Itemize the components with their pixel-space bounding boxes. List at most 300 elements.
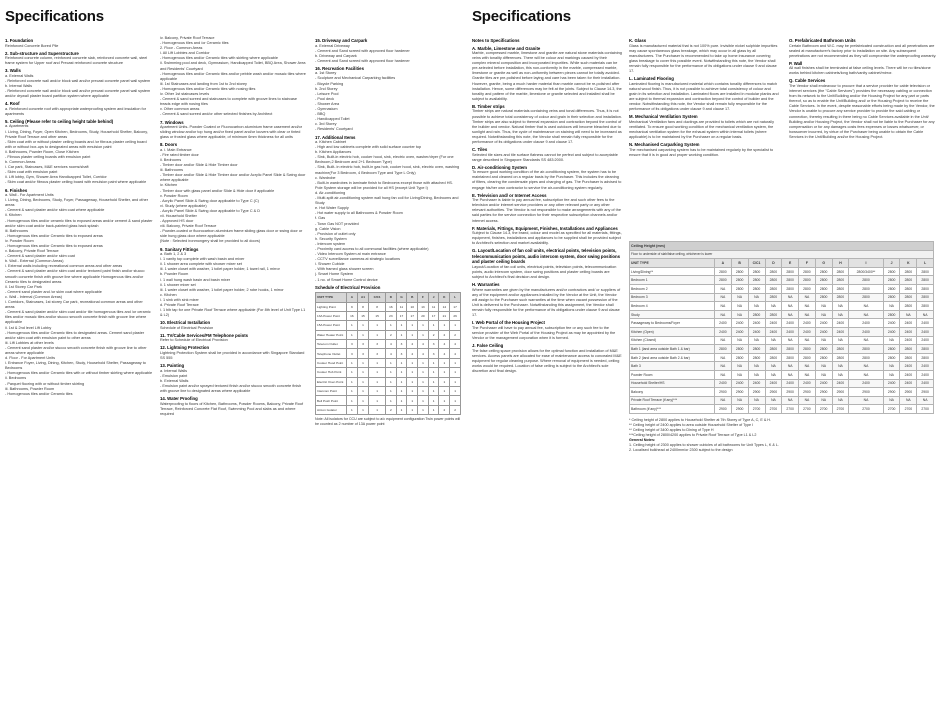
section-line: - Homogenous tiles and /or Ceramic tiles	[160, 41, 229, 46]
table-row	[316, 302, 461, 311]
table-cell: NA	[715, 302, 732, 311]
table-cell: NA	[731, 362, 748, 371]
table-subcaption-row	[630, 250, 934, 259]
section-line: - Homogenous tiles and/or Ceramic tiles and/or pebble wash and/or mosaic tiles where applicable	[160, 71, 306, 81]
spec-section	[160, 396, 308, 417]
section-line: ii. Kitchen	[5, 213, 22, 218]
section-line: - Town Gas NOT provided	[315, 221, 359, 226]
table-cell: 1	[428, 387, 439, 396]
section-line: - Handicapped Toilet	[315, 117, 350, 122]
table-cell: 1	[407, 358, 418, 367]
spec-section	[629, 38, 779, 74]
table-cell: 2800	[799, 284, 816, 293]
table-cell: 2800	[832, 345, 849, 354]
electrical-schedule-table	[315, 292, 461, 415]
table-cell: 1	[347, 368, 358, 377]
table-row	[630, 276, 934, 285]
table-cell: Private Roof Terrace (if any)***	[630, 396, 715, 405]
table-cell: NA	[832, 370, 849, 379]
section-line: i. 1 vanity top complete with wash basin and mixer	[160, 257, 245, 262]
table-cell: 2800	[765, 293, 782, 302]
spec-section	[160, 142, 308, 244]
table-cell: 2400	[815, 319, 832, 328]
table-cell: NA	[799, 310, 816, 319]
table-cell: 2800	[883, 293, 900, 302]
section-heading: E. Television and/ or Internet Access	[472, 192, 547, 198]
section-line: - Acrylic Panel Slide & Swing door applicable to Type C (C)	[160, 198, 259, 203]
table-cell: 2800	[815, 293, 832, 302]
table-cell: 2800	[765, 267, 782, 276]
table-cell: Bath 3	[630, 362, 715, 371]
table-cell: 1	[450, 377, 461, 386]
table-cell: 2900	[799, 388, 816, 397]
header-cell: UNIT TYPE	[316, 293, 347, 302]
table-cell: 2800	[917, 353, 934, 362]
table-cell: 2800	[900, 345, 917, 354]
section-line: i. All Lift Lobbies and Corridor	[160, 51, 210, 56]
section-heading: 6. Finishes	[5, 187, 28, 193]
section-line: - Emulsion paint and/or sprayed textured finish and/or stucco smooth concrete finish with groove line to designated areas where applicable	[160, 383, 302, 394]
table-cell: NA	[748, 336, 765, 345]
spec-section	[5, 51, 153, 67]
section-line: v. Powder Room	[160, 193, 188, 198]
table-cell: 2900	[917, 388, 934, 397]
table-cell: 2400	[765, 379, 782, 388]
table-cell: 1	[450, 358, 461, 367]
table-cell: 1	[396, 321, 407, 330]
table-cell: 2900	[782, 388, 799, 397]
table-cell: 2800	[799, 276, 816, 285]
table-cell: 1	[407, 405, 418, 414]
table-cell: 1	[357, 368, 369, 377]
table-cell: 2400	[782, 319, 799, 328]
table-cell: Lighting Point	[316, 302, 347, 311]
table-cell: 1	[396, 358, 407, 367]
table-cell: 16	[347, 311, 358, 320]
table-cell: 1	[428, 377, 439, 386]
table-cell: Bath 2 (land area outside Bath 2 & bar)	[630, 353, 715, 362]
table-cell: NA	[782, 370, 799, 379]
table-cell: 1	[396, 377, 407, 386]
section-heading: 5. Ceiling (Please refer to ceiling height table behind)	[5, 118, 114, 124]
section-line: - Cement & sand plaster and/or skim coat where applicable	[5, 208, 105, 213]
section-heading: 15. Driveway and Carpark	[315, 38, 368, 43]
table-cell: 1	[439, 377, 450, 386]
table-cell: 3	[396, 340, 407, 349]
table-cell: 1	[369, 358, 386, 367]
page-left	[0, 0, 465, 717]
table-cell: 15	[369, 311, 386, 320]
table-cell: 2800	[765, 284, 782, 293]
section-heading: 8. Doors	[160, 142, 178, 148]
table-cell: 2400	[900, 362, 917, 371]
table-cell: 2400	[900, 336, 917, 345]
table-cell: 2700	[815, 405, 832, 414]
spec-section	[315, 38, 461, 64]
table-cell: 2800	[832, 267, 849, 276]
table-cell: 2800	[917, 345, 934, 354]
spec-section	[160, 320, 308, 331]
table-cell: NA	[849, 302, 883, 311]
section-line: - Cement & sand plaster and/or skim coat and/or tile homogenous tiles and /or ceramic tiles and/or mosaic tiles and/or stucco smooth concrete finish with groove line where applicable	[5, 310, 151, 325]
table-cell: 2800	[731, 345, 748, 354]
section-line: a. Kitchen Cabinet	[315, 140, 347, 144]
section-line: b. External Walls	[160, 378, 189, 383]
table-cell: 2	[428, 330, 439, 339]
section-line: - Skim coat with or without plaster ceiling boards and /or fibrous plaster ceiling board with or without box-ups to designated areas with emulsion paint	[5, 139, 147, 149]
table-cell: 2800	[900, 293, 917, 302]
table-cell: 2400	[883, 379, 900, 388]
table-cell: 2400	[715, 319, 732, 328]
section-line: - Homogenous tiles and/or Ceramic tiles with nosing tiles	[160, 86, 256, 91]
table-cell: 2900	[815, 388, 832, 397]
section-line: Subject to Clause 14.3, the brand, colour and model as specified for all materials, fittings, equipment, finishes, installations and appliances to be supplied shall be provided subject to Architect's selection and market availability.	[472, 231, 622, 246]
footnote: ***Ceiling height of 2800/4200 applies to Private Roof Terrace of Type L1 & L2	[629, 432, 757, 437]
table-cell: 11	[396, 302, 407, 311]
table-cell: 2800	[799, 345, 816, 354]
header-cell: E	[782, 259, 799, 268]
section-line: - Leisure Pool	[315, 91, 339, 96]
header-cell: I	[849, 259, 883, 268]
table-cell: 2800	[782, 353, 799, 362]
table-cell: 1	[428, 368, 439, 377]
table-cell: 1	[369, 330, 386, 339]
section-line: - Homogenous tiles and/or Ceramic tiles to designated areas. Cement sand plaster and/or skim coat with emulsion paint to other areas	[5, 330, 145, 340]
section-line: ii. 1 shower mixer set	[160, 282, 196, 287]
spec-section	[160, 120, 308, 141]
table-cell: NA	[849, 336, 883, 345]
section-heading: Notes to Specifications	[472, 38, 520, 43]
header-cell: K	[439, 293, 450, 302]
table-cell: NA	[765, 370, 782, 379]
table-cell: 2400	[815, 327, 832, 336]
table-cell: NA	[731, 310, 748, 319]
table-cell: 2400	[715, 327, 732, 336]
table-cell: 2700	[832, 405, 849, 414]
section-line: i. 1 sink with sink mixer	[160, 297, 199, 302]
section-heading: 11. TV/Cable Services/FM Telephone points	[160, 332, 249, 338]
table-cell: 2400	[715, 379, 732, 388]
table-cell: 2	[450, 405, 461, 414]
section-line: g. Cable Vision	[315, 226, 341, 231]
table-cell: 1	[357, 321, 369, 330]
table-cell: 1	[385, 387, 396, 396]
table-row	[316, 387, 461, 396]
table-cell: 2800	[748, 353, 765, 362]
table-cell: NA	[731, 293, 748, 302]
header-cell: J	[428, 293, 439, 302]
section-line: b. Driveway and Carpark	[315, 53, 357, 58]
table-row	[630, 267, 934, 276]
section-line: iii. Bathrooms, Powder Room	[5, 386, 55, 391]
section-line: - Built-in wardrobes in laminate finish to Bedrooms except those with attached HS. Pole System storage will be provided for all HS (except Unit Type I)	[315, 180, 454, 190]
section-line: - Homogenous tiles and/or Ceramic tiles to exposed areas	[5, 233, 103, 238]
ceiling-height-block	[629, 241, 939, 453]
table-cell: 1	[369, 368, 386, 377]
table-row	[316, 349, 461, 358]
table-cell: 21	[439, 311, 450, 320]
table-cell: NA	[782, 336, 799, 345]
section-line: Certain Bathroom and W.C. may be prefabricated construction and all penetrations are sealed at manufacturer's factory prior to installation on site. Any subsequent penetrations are not recommended as they will compromise the waterproofing warranty.	[789, 43, 937, 58]
table-cell: 1	[369, 405, 386, 414]
table-cell: 2400	[815, 379, 832, 388]
table-cell: NA	[849, 396, 883, 405]
table-cell: 2400	[748, 319, 765, 328]
section-line: h. Security System	[315, 236, 347, 241]
table-cell: 2800	[832, 293, 849, 302]
section-line: iii. 1st Staircases and landing from 1st to 2nd storey	[160, 81, 247, 86]
table-cell: Bell Push Point	[316, 396, 347, 405]
section-line: - Pool deck	[315, 96, 334, 101]
table-cell: 2400	[917, 379, 934, 388]
table-cell: NA	[782, 293, 799, 302]
table-cell: 4	[418, 340, 429, 349]
table-cell: 4	[450, 349, 461, 358]
section-line: i. 1 bib tap for one Private Roof Terrace where applicable (For 8th level of Unit Type L1 & L2)	[160, 308, 306, 318]
general-note: 1. Ceiling height of 2300 applies to shower cubicles of all bathrooms for Unit Types L, K & L.	[629, 442, 779, 447]
table-cell: 2800	[782, 267, 799, 276]
page-right	[471, 0, 943, 717]
table-cell: 2400	[799, 379, 816, 388]
schedule-note: Note: All isolators for CCU are subject to a/c equipment configuration Twin power points will be counted as 2 number of 13A power point	[315, 417, 461, 426]
table-cell: 1	[418, 377, 429, 386]
section-heading: L. Laminated Flooring	[629, 76, 674, 82]
section-line: f. Gas	[315, 216, 326, 221]
table-cell: 4	[407, 340, 418, 349]
table-cell: 1	[439, 368, 450, 377]
header-cell: K	[900, 259, 917, 268]
section-line: - Timber door and/or Slide & Hide Timber door and/or Acrylic Panel Slide & Swing door where applicable	[160, 173, 306, 183]
table-cell: 2800	[917, 293, 934, 302]
section-line: - Hot water supply to all Bathrooms & Powder Room	[315, 211, 403, 216]
table-cell: NA	[731, 336, 748, 345]
general-note: 2. Localised bulkhead at 2400mm/or 2300 subject to the design	[629, 447, 733, 452]
table-cell: 3	[369, 340, 386, 349]
footnote: ** Ceiling height of 3400 applies to Dining of Type H	[629, 427, 714, 432]
table-cell: 2800	[782, 276, 799, 285]
table-cell: 1	[357, 396, 369, 405]
section-line: viii. Balcony, Private Roof Terrace	[160, 224, 217, 229]
table-subcaption: Floor to underside of slab/false ceiling, whichever is lower	[630, 250, 934, 259]
section-line: iv. Powder Room	[5, 238, 34, 243]
table-row	[316, 377, 461, 386]
table-cell: 23	[385, 311, 396, 320]
table-cell: NA	[832, 362, 849, 371]
table-cell: 17	[428, 311, 439, 320]
table-row	[316, 330, 461, 339]
table-cell: NA	[917, 396, 934, 405]
table-cell: 2800	[849, 276, 883, 285]
table-cell: NA	[782, 396, 799, 405]
table-cell: 4	[418, 349, 429, 358]
table-cell: NA	[765, 362, 782, 371]
table-cell: NA	[731, 302, 748, 311]
table-cell: 2400	[849, 319, 883, 328]
table-cell: 17	[396, 311, 407, 320]
table-cell: 2800	[748, 267, 765, 276]
table-cell: 11	[428, 302, 439, 311]
table-row	[630, 362, 934, 371]
table-cell: 2400	[799, 327, 816, 336]
table-cell: Water Heater Point	[316, 330, 347, 339]
table-cell: 2900	[731, 388, 748, 397]
section-line: - Timber door with glass panel and/or Slide & Hide door if applicable	[160, 188, 275, 193]
section-line: - Fire rated timber door	[160, 152, 199, 157]
table-cell: 2900	[900, 388, 917, 397]
spec-section	[5, 68, 153, 99]
section-line: Marble, compressed marble, limestone and granite are natural stone materials containing veins with tonality differences. There will be colour and markings caused by their complex mineral composition and incorporated impurities. While such materials can be pre-selected before installation, this non-conformity in the marble, compressed marble, limestone or granite as well as non-uniformity between pieces cannot be totally avoided. Granite tiles are pre-polished before laying and care has been taken for their installation. However, granite, being a much harder material than marble cannot be re-polished after installation. Hence, some differences may be felt at the joints. Subject to Clause 14.3, the tonality and pattern of the marble, limestone or granite selected and installed shall be subject to availability.	[472, 51, 622, 101]
spec-section	[789, 38, 937, 59]
table-row	[316, 358, 461, 367]
table-cell: 1	[347, 321, 358, 330]
table-cell: 2700	[765, 405, 782, 414]
table-cell: 2900	[748, 388, 765, 397]
table-cell: 15	[357, 311, 369, 320]
spec-section	[160, 345, 308, 361]
table-cell: 2900	[715, 405, 732, 414]
section-heading: 2. Sub-structure and Superstructure	[5, 50, 79, 56]
table-cell: NA	[748, 396, 765, 405]
table-cell: NA	[815, 396, 832, 405]
section-heading: A. Marble, Limestone and Granite	[472, 45, 541, 51]
table-cell: 3	[396, 349, 407, 358]
table-cell: 2400	[782, 379, 799, 388]
section-line: - CCTV surveillance cameras at strategic locations	[315, 257, 401, 262]
table-cell: 10	[407, 302, 418, 311]
table-cell: Bedroom 4	[630, 302, 715, 311]
spec-section	[315, 135, 461, 283]
section-line: Lightning Protection System shall be provided in accordance with Singapore Standard SS 555	[160, 350, 305, 361]
section-heading: D. Air-conditioning System	[472, 164, 527, 170]
section-heading: 12. Lightning Protection	[160, 345, 210, 351]
section-line: a. Wall - For Apartment Units	[5, 193, 54, 198]
section-heading: 14. Water Proofing	[160, 396, 198, 402]
table-cell: 2400	[917, 319, 934, 328]
section-line: a. Reinforced concrete roof with appropriate waterproofing system and insulation for apartments	[5, 106, 146, 116]
section-heading: 16. Recreation Facilities	[315, 65, 364, 71]
table-cell: 2800	[715, 345, 732, 354]
table-cell: 2800	[917, 276, 934, 285]
section-line: i. Car park, Staircases, M&E services rooms/shaft	[5, 165, 89, 170]
section-line: - Gymnasium	[315, 107, 338, 112]
table-row	[630, 379, 934, 388]
section-line: The false ceiling space provision allows for the optimal function and installation of M&E services. Access panels are allocated for ease of maintenance access to concealed M&E equipment for regular cleaning purpose. Where removal of equipment is needed, ceiling works would be required. Location of false ceiling is subject to the Architect's sole discretion and final design.	[472, 348, 622, 373]
section-line: Selected tile sizes and tile surface flatness cannot be perfect and subject to acceptable range described in Singapore Standards SS 483:2000.	[472, 152, 618, 162]
table-cell: 8	[357, 302, 369, 311]
table-row	[630, 327, 934, 336]
table-cell: NA	[765, 302, 782, 311]
section-line: - 1 no. of Smart Home Control device	[315, 277, 378, 282]
table-cell: NA	[815, 362, 832, 371]
spec-section	[472, 104, 622, 145]
table-cell: 2800	[883, 353, 900, 362]
table-cell: 1	[450, 396, 461, 405]
table-cell: 1	[347, 358, 358, 367]
table-cell: 2800/3400**	[849, 267, 883, 276]
table-row	[630, 310, 934, 319]
spec-section	[160, 333, 308, 344]
table-cell: NA	[715, 284, 732, 293]
table-cell: 1	[396, 368, 407, 377]
table-row	[316, 340, 461, 349]
section-line: j. Smart Home System	[315, 272, 353, 277]
spec-section	[789, 61, 937, 77]
table-cell: NA	[799, 336, 816, 345]
section-line: The Purchaser will have to pay annual fee, subscription fee or any such fee to the service provider of the Web Portal of the Housing Project as may be appointed by the Vendor or the management corporation when it is formed.	[472, 325, 616, 340]
section-line: - Reinforced concrete wall and/or block wall and/or precast concrete panel wall system	[5, 78, 151, 83]
table-cell: 2800	[883, 310, 900, 319]
table-cell: 2400	[731, 319, 748, 328]
table-cell: NA	[782, 310, 799, 319]
table-cell: 2800	[815, 284, 832, 293]
table-cell: 3	[347, 340, 358, 349]
table-cell: 2800	[849, 293, 883, 302]
section-line: i. External walls including recreational common areas and other areas	[5, 264, 123, 269]
table-cell: 1	[407, 387, 418, 396]
table-cell: 1	[347, 330, 358, 339]
table-cell: 4	[450, 340, 461, 349]
table-cell: 2800	[815, 267, 832, 276]
general-notes-heading: General Notes:	[629, 437, 656, 442]
table-cell: Kitchen (Closed)	[630, 336, 715, 345]
header-cell: F	[799, 259, 816, 268]
table-cell: 4	[439, 349, 450, 358]
section-line: - Sculpture and Mechanical Carparking facilities	[315, 76, 396, 81]
table-cell: 2800	[731, 267, 748, 276]
table-cell: 1	[347, 377, 358, 386]
section-line: c. 3rd Storey	[315, 122, 337, 127]
section-line: All wall finishes shall be terminated at false ceiling levels. There will be no tiles/stone works behind kitchen cabinets/long bath/vanity cabinet/mirror.	[789, 66, 931, 76]
table-cell: 1	[369, 396, 386, 405]
table-cell: 1	[428, 358, 439, 367]
table-cell: 26	[450, 311, 461, 320]
section-line: - Sink, Built- in electric hob, built-in gas hob, cooker hood, sink, electric oven, washing machine(For 3 Bedroom, 4 Bedroom Type and Type L Only)	[315, 165, 460, 175]
section-line: a. Bath 1, 2 & 3	[160, 252, 187, 257]
header-cell: F	[418, 293, 429, 302]
table-cell: 1	[385, 321, 396, 330]
table-cell: 2800	[917, 284, 934, 293]
spec-section	[472, 38, 622, 44]
spec-section	[5, 119, 153, 186]
section-line: - Acrylic Panel Slide & Swing door applicable to Type C & D	[160, 208, 260, 213]
table-cell: 2400	[900, 319, 917, 328]
table-cell: 1	[385, 377, 396, 386]
table-cell: 2800	[731, 276, 748, 285]
table-cell: 2400	[832, 327, 849, 336]
table-cell: 1	[407, 396, 418, 405]
table-header-row	[630, 259, 934, 268]
section-line: ii. Bathrooms, Powder Room, Close Kitchen	[5, 149, 79, 154]
section-line: v. Other common areas	[160, 107, 200, 112]
page-title: Specifications	[472, 8, 571, 25]
section-line: Reinforced Concrete Bored Pile	[5, 43, 59, 48]
table-cell: NA	[799, 362, 816, 371]
section-line: i. Living, Dining, Foyer, Open Kitchen, Bedrooms, Study, Household Shelter, Balcony, Private Roof Terrace and other areas	[5, 129, 148, 139]
table-cell: NA	[782, 302, 799, 311]
section-line: iv. Other 1st staircases levels	[160, 92, 210, 97]
table-cell: 2800	[900, 267, 917, 276]
table-cell: 1	[450, 387, 461, 396]
table-cell: 2800	[815, 276, 832, 285]
table-cell: 2800	[748, 310, 765, 319]
table-cell: 8	[369, 302, 386, 311]
table-cell: 2400	[782, 327, 799, 336]
section-line: a. External Driveway	[315, 43, 350, 48]
text-column-2	[160, 36, 308, 711]
table-cell: 2700	[748, 405, 765, 414]
table-row	[630, 396, 934, 405]
section-heading: O. Prefabricated Bathroom Units	[789, 38, 856, 43]
